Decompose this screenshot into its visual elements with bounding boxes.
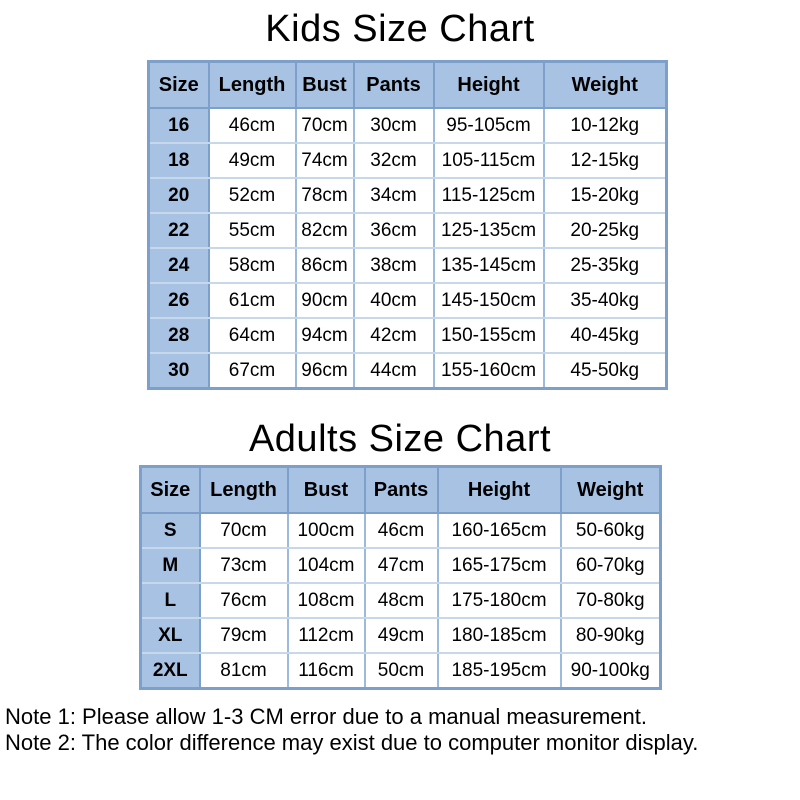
size-label: 24	[149, 248, 209, 283]
height-value: 145-150cm	[434, 283, 544, 318]
length-value: 81cm	[200, 653, 288, 689]
weight-value: 50-60kg	[561, 513, 661, 548]
pants-value: 49cm	[365, 618, 438, 653]
size-label: 22	[149, 213, 209, 248]
bust-value: 100cm	[288, 513, 365, 548]
pants-value: 44cm	[354, 353, 434, 389]
bust-value: 104cm	[288, 548, 365, 583]
bust-value: 96cm	[296, 353, 354, 389]
weight-value: 15-20kg	[544, 178, 667, 213]
pants-value: 32cm	[354, 143, 434, 178]
pants-value: 42cm	[354, 318, 434, 353]
bust-value: 70cm	[296, 108, 354, 143]
pants-value: 34cm	[354, 178, 434, 213]
length-value: 73cm	[200, 548, 288, 583]
table-row	[149, 108, 667, 143]
table-row	[149, 213, 667, 248]
height-value: 155-160cm	[434, 353, 544, 389]
column-header-weight: Weight	[544, 62, 667, 109]
column-header-size: Size	[149, 62, 209, 109]
weight-value: 70-80kg	[561, 583, 661, 618]
bust-value: 74cm	[296, 143, 354, 178]
kids-size-table	[147, 60, 668, 390]
weight-value: 12-15kg	[544, 143, 667, 178]
pants-value: 38cm	[354, 248, 434, 283]
table-row	[149, 178, 667, 213]
length-value: 46cm	[209, 108, 296, 143]
height-value: 95-105cm	[434, 108, 544, 143]
height-value: 160-165cm	[438, 513, 561, 548]
weight-value: 80-90kg	[561, 618, 661, 653]
pants-value: 46cm	[365, 513, 438, 548]
pants-value: 40cm	[354, 283, 434, 318]
kids-header-row	[149, 62, 667, 109]
note-1: Note 1: Please allow 1-3 CM error due to a manual measurement.	[5, 704, 647, 729]
weight-value: 25-35kg	[544, 248, 667, 283]
table-row	[149, 318, 667, 353]
table-row	[149, 283, 667, 318]
adults-size-table	[139, 465, 662, 690]
size-label: S	[141, 513, 200, 548]
adults-chart-title: Adults Size Chart	[248, 418, 552, 460]
length-value: 67cm	[209, 353, 296, 389]
table-row	[141, 618, 661, 653]
bust-value: 108cm	[288, 583, 365, 618]
weight-value: 60-70kg	[561, 548, 661, 583]
column-header-length: Length	[200, 467, 288, 514]
weight-value: 45-50kg	[544, 353, 667, 389]
pants-value: 30cm	[354, 108, 434, 143]
bust-value: 78cm	[296, 178, 354, 213]
column-header-height: Height	[438, 467, 561, 514]
table-row	[141, 653, 661, 689]
height-value: 185-195cm	[438, 653, 561, 689]
size-label: 20	[149, 178, 209, 213]
bust-value: 82cm	[296, 213, 354, 248]
length-value: 76cm	[200, 583, 288, 618]
length-value: 61cm	[209, 283, 296, 318]
size-label: 26	[149, 283, 209, 318]
length-value: 79cm	[200, 618, 288, 653]
column-header-bust: Bust	[296, 62, 354, 109]
kids-chart-title: Kids Size Chart	[265, 8, 535, 50]
column-header-length: Length	[209, 62, 296, 109]
size-label: XL	[141, 618, 200, 653]
height-value: 125-135cm	[434, 213, 544, 248]
table-row	[141, 548, 661, 583]
table-row	[149, 248, 667, 283]
table-row	[149, 143, 667, 178]
pants-value: 50cm	[365, 653, 438, 689]
size-label: 18	[149, 143, 209, 178]
column-header-pants: Pants	[365, 467, 438, 514]
weight-value: 40-45kg	[544, 318, 667, 353]
length-value: 64cm	[209, 318, 296, 353]
weight-value: 20-25kg	[544, 213, 667, 248]
weight-value: 10-12kg	[544, 108, 667, 143]
height-value: 115-125cm	[434, 178, 544, 213]
size-label: 28	[149, 318, 209, 353]
length-value: 55cm	[209, 213, 296, 248]
adults-header-row	[141, 467, 661, 514]
notes-section	[5, 704, 800, 756]
pants-value: 36cm	[354, 213, 434, 248]
table-row	[141, 513, 661, 548]
length-value: 58cm	[209, 248, 296, 283]
column-header-weight: Weight	[561, 467, 661, 514]
note-2: Note 2: The color difference may exist due to computer monitor display.	[5, 730, 699, 755]
length-value: 70cm	[200, 513, 288, 548]
column-header-pants: Pants	[354, 62, 434, 109]
height-value: 175-180cm	[438, 583, 561, 618]
height-value: 165-175cm	[438, 548, 561, 583]
bust-value: 116cm	[288, 653, 365, 689]
height-value: 180-185cm	[438, 618, 561, 653]
size-label: L	[141, 583, 200, 618]
column-header-bust: Bust	[288, 467, 365, 514]
bust-value: 112cm	[288, 618, 365, 653]
height-value: 135-145cm	[434, 248, 544, 283]
height-value: 105-115cm	[434, 143, 544, 178]
table-row	[141, 583, 661, 618]
pants-value: 48cm	[365, 583, 438, 618]
bust-value: 94cm	[296, 318, 354, 353]
column-header-height: Height	[434, 62, 544, 109]
size-label: M	[141, 548, 200, 583]
size-label: 2XL	[141, 653, 200, 689]
bust-value: 86cm	[296, 248, 354, 283]
bust-value: 90cm	[296, 283, 354, 318]
pants-value: 47cm	[365, 548, 438, 583]
column-header-size: Size	[141, 467, 200, 514]
weight-value: 35-40kg	[544, 283, 667, 318]
height-value: 150-155cm	[434, 318, 544, 353]
size-label: 16	[149, 108, 209, 143]
table-row	[149, 353, 667, 389]
length-value: 49cm	[209, 143, 296, 178]
length-value: 52cm	[209, 178, 296, 213]
weight-value: 90-100kg	[561, 653, 661, 689]
size-label: 30	[149, 353, 209, 389]
